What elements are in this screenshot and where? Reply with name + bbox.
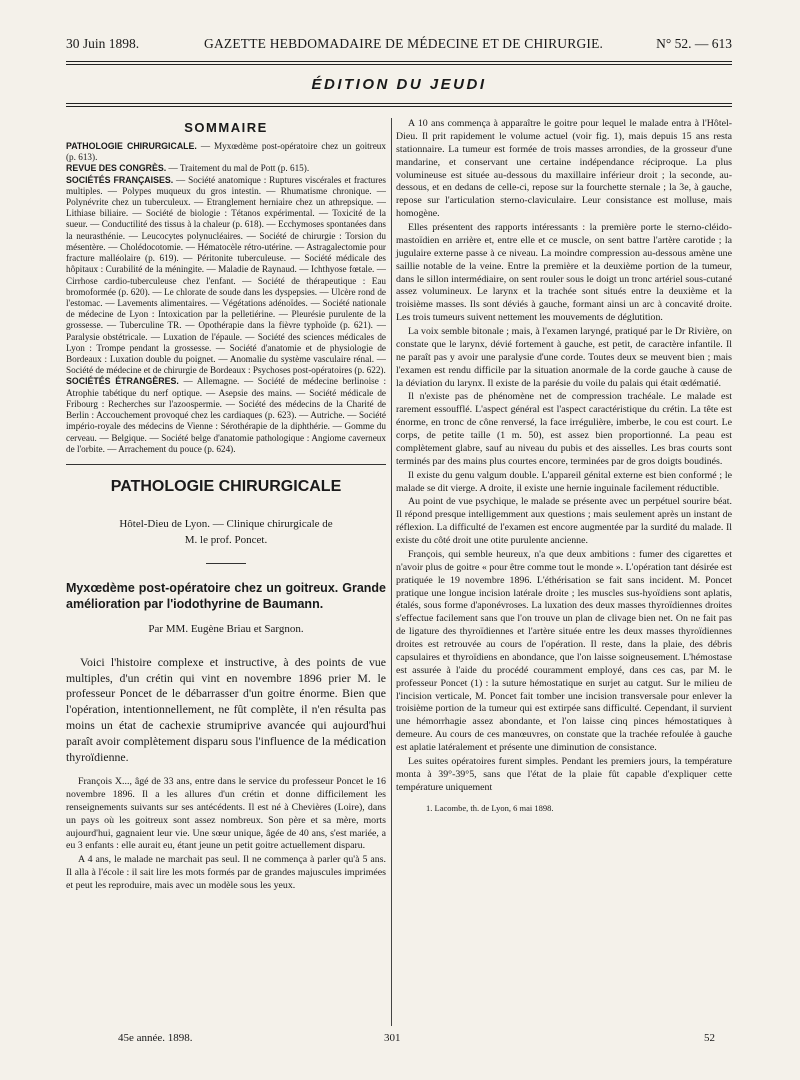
- sommaire-section-head: PATHOLOGIE CHIRURGICALE.: [66, 140, 197, 151]
- issue-page-number: N° 52. — 613: [656, 36, 732, 51]
- header-rule: [66, 61, 732, 62]
- page-header: [66, 36, 732, 56]
- article-intro: [66, 655, 386, 766]
- body-paragraph: Il n'existe pas de phénomène net de compression trachéale. Le malade est rarement essoufflé. L'aspect général est l'aspect caractéristique du crétin. La tête est énorme, en tronc de cône renversé, la face irrégulière, imberbe, le cou est court. Le corps, de petite taille (1 m. 50), est assez bien proportionné. La peau est complètement glabre, sauf au niveau du pubis et des aisselles. Les bras courts sont terminés par des mains plus courtes encore, terminées par de gros doigts boudinés.: [396, 391, 732, 467]
- body-paragraph: François X..., âgé de 33 ans, entre dans le service du professeur Poncet le 16 novembre 1896. Il a les allures d'un crétin et donne difficilement les renseignements suivants sur ses antécédents. Il est né à Chevières (Loire), dans un pays où les goitreux sont assez nombreux. Son père et sa mère, morts aujourd'hui, gagnaient leur vie. Une sœur unique, âgée de 40 ans, s'est mariée, a eu 3 enfants : elle aurait eu, étant jeune un petit goitre actuellement disparu.: [66, 776, 386, 852]
- body-paragraph: Elles présentent des rapports intéressants : la première porte le sterno-cléido-mastoïdien en arrière et, entre elle et ce muscle, on sent battre l'artère carotide ; la jugulaire externe passe à ce niveau. La moindre compression au-dessous amène une saillie notable de la veine. Entre la première et la deuxième portion de la tumeur, dans le sillon intermédiaire, on sent rouler sous le doigt un tronc artériel sous-cutané assez volumineux. Le larynx et la trachée sont situés entre la deuxième et la troisième masses. Ils sont déviés à gauche, formant ainsi un arc à concavité droite. Les trois tumeurs suivent nettement les mouvements de déglutition.: [396, 222, 732, 324]
- clinic-heading: [66, 516, 386, 549]
- footer-year: 45e année. 1898.: [118, 1032, 193, 1044]
- footer-number: 52: [704, 1032, 715, 1044]
- edition-title: ÉDITION DU JEUDI: [311, 76, 487, 93]
- edition-rule-double: [66, 106, 732, 107]
- clinic-professor: M. le prof. Poncet.: [184, 534, 268, 547]
- body-paragraph: La voix semble bitonale ; mais, à l'examen laryngé, pratiqué par le Dr Rivière, on constate que le larynx, dévié fortement à gauche, est petit, de caractère infantile. Il ne paraît pas y avoir une paralysie d'une corde. Toutes deux se meuvent bien ; mais l'examen est rendu difficile par la situation anormale de la corde gauche à cause de la déviation du larynx. Il existe de la parésie du voile du palais qui était œdématié.: [396, 326, 732, 389]
- article-title: Myxœdème post-opératoire chez un goitreux. Grande amélioration par l'iodothyrine de Baumann.: [66, 580, 386, 612]
- header-rule-double: [66, 64, 732, 65]
- sommaire-section-text: — Société anatomique : Ruptures viscérales et fractures multiples. — Polypes muqueux du gros intestin. — Rhumatisme chronique. — Polynévrite chez un tuberculeux. — Etranglement herniaire chez un athrepsique. — Lithiase biliaire. — Société de biologie : Tétanos expérimental. — Toxicité de la sueur. — Conductilité des tissus à la chaleur (p. 618). — Ecchymoses spontanées dans la neurasthénie. — Leucocytes polynucléaires. — Société de chirurgie : Torsion du mésentère. — Cholédocotomie. — Hématocèle rétro-utérine. — Astragalectomie pour fracture malléolaire (p. 619). — Péritonite tuberculeuse. — Société médicale des hôpitaux : Curabilité de la méningite. — Maladie de Raynaud. — Ichthyose fœtale. — Cirrhose cardio-tuberculeuse chez l'enfant. — Société de thérapeutique : Eau bromoformée (p. 620). — Le chlorate de soude dans les dyspepsies. — Ulcère rond de l'estomac. — Lavements alimentaires. — Végétations adénoïdes. — Société nationale de médecine de Lyon : Intoxication par la pelletiérine. — Pleurésie purulente de la grossesse. — Tuberculine TR. — Opothérapie dans la fièvre typhoïde (p. 621). — Paralysie obstétricale. — Luxation de l'épaule. — Société des sciences médicales de Lyon : Trompe pendant la grossesse. — Société d'anatomie et de physiologie de Bordeaux : Luxation double du poignet. — Anomalie du système vasculaire rénal. — Société de médecine et de chirurgie de Bordeaux : Psychoses post-opératoires (p. 622).: [66, 174, 386, 376]
- article-body-right: [396, 118, 732, 795]
- intro-paragraph: Voici l'histoire complexe et instructive, à des points de vue multiples, d'un crétin qui vint en novembre 1896 prier M. le professeur Poncet de le débarrasser d'un goitre énorme. Bien que l'opération, intentionnellement, ne fût complète, il n'en résulta pas moins un état de cachexie strumiprive avancée qui aujourd'hui paraît avoir complètement disparu sous l'influence de la médication thyroïdienne.: [66, 654, 386, 765]
- left-column: [66, 118, 386, 893]
- sommaire-title: SOMMAIRE: [184, 120, 268, 135]
- sommaire-section: [66, 175, 386, 377]
- body-paragraph: A 4 ans, le malade ne marchait pas seul. Il ne commença à parler qu'à 5 ans. Il alla à l'école : il sait lire les mots formés par de grandes majuscules imprimées et peut les reproduire, mais avec un modèle sous les yeux.: [66, 854, 386, 892]
- edition-rule: [66, 103, 732, 104]
- footer-page: 301: [384, 1032, 401, 1044]
- sommaire-section-text: — Myxœdème post-opératoire chez un goitreux (p. 613).: [66, 140, 386, 163]
- sommaire-section-head: SOCIÉTÉS FRANÇAISES.: [66, 174, 174, 185]
- sommaire-section: [66, 376, 386, 455]
- sommaire-section: [66, 141, 386, 163]
- short-divider: [206, 563, 246, 564]
- right-column: [396, 118, 732, 814]
- body-paragraph: A 10 ans commença à apparaître le goitre pour lequel le malade entra à l'Hôtel-Dieu. Il prit rapidement le volume actuel (voir fig. 1), mais depuis 15 ans resta stationnaire. La tumeur est formée de trois masses arrondies, de la grosseur d'une mandarine, et conservant une certaine indépendance réciproque. La plus volumineuse est située au-dessous du maxillaire inférieur droit ; la seconde, au-dessous, et en dedans de celle-ci, repose sur la fourchette sternale ; la 3e, à gauche, repose sur l'articulation sterno-claviculaire. Leur consistance est molluse, mais homogène.: [396, 118, 732, 220]
- sommaire-section: [66, 163, 386, 174]
- section-divider: [66, 464, 386, 465]
- sommaire-section-head: REVUE DES CONGRÈS.: [66, 163, 167, 174]
- body-paragraph: François, qui semble heureux, n'a que deux ambitions : fumer des cigarettes et n'avoir plus de goitre « pour être comme tout le monde ». L'opération tant désirée est pratiquée le 19 novembre 1896. L'éthérisation se fait sans incident. M. Poncet pratique une longue incision latérale droite ; les muscles sus-hyoïdiens sont aplatis, étalés, sous forme d'aponévroses. La luxation des deux masses thyroïdiennes droites s'effectue facilement sans que l'on trouve un plan de clivage bien net. On ne fait pas de ligature des thyroïdiennes et l'artère située entre les deux masses thyroïdiennes droites est retrouvée au cours de l'opération. Il reste, dans la plaie, des débris capsulaires et thyroïdiens en abondance, que l'on laisse soigneusement. L'hémostase est assurée à l'aide du procédé couramment employé, dans ces cas, par M. le professeur Poncet (1) : la suture hémostatique en surjet au catgut. Sur le milieu de l'incision verticale, M. Poncet fait tomber une incision transversale pour enlever la troisième portion de la tumeur qui est extirpée sans difficulté. Cependant, il survient une hémorrhagie assez abondante, et l'on laisse cinq pinces hémostatiques à demeure. Au cours de ces manœuvres, on constate que la trachée refoulée à gauche est aplatie latéralement et présente une diminution de consistance.: [396, 548, 732, 753]
- sommaire-section-text: — Allemagne. — Société de médecine berlinoise : Atrophie tabétique du nerf optique. — Asepsie des mains. — Société médicale de Fribourg : Recherches sur l'azoospermie. — Société des médecins de la Charité de Berlin : Accouchement provoqué chez les cardiaques (p. 623). — Autriche. — Société império-royale des médecins de Vienne : Sérothérapie de la diphthérie. — Gomme du cerveau. — Belgique. — Société belge d'anatomie pathologique : Angiome caverneux de l'orbite. — Arrachement du pouce (p. 624).: [66, 376, 387, 454]
- body-paragraph: Au point de vue psychique, le malade se présente avec un perpétuel sourire béat. Il répond presque intelligemment aux questions ; mais seulement après un instant de réflexion. La difficulté de l'examen est encore augmentée par la surdité du malade. Il existe du côté droit une otite purulente ancienne.: [396, 496, 732, 546]
- article-body-left: [66, 776, 386, 893]
- clinic-line: Hôtel-Dieu de Lyon. — Clinique chirurgicale de: [119, 517, 333, 530]
- section-title: PATHOLOGIE CHIRURGICALE: [110, 478, 342, 496]
- issue-date: 30 Juin 1898.: [66, 36, 140, 51]
- journal-title: GAZETTE HEBDOMADAIRE DE MÉDECINE ET DE CHIRURGIE.: [204, 36, 604, 51]
- sommaire-section-text: — Traitement du mal de Pott (p. 615).: [166, 163, 310, 174]
- body-paragraph: Les suites opératoires furent simples. Pendant les premiers jours, la température monta à 39°-39°5, sans que l'état de la plaie fût capable d'expliquer cette température uniquement: [396, 755, 732, 793]
- sommaire-list: [66, 141, 386, 455]
- article-authors: Par MM. Eugène Briau et Sargnon.: [148, 623, 304, 636]
- body-paragraph: Il existe du genu valgum double. L'appareil génital externe est bien conformé ; le malade se dit vierge. A droite, il existe une hernie inguinale facilement réductible.: [396, 469, 732, 494]
- sommaire-section-head: SOCIÉTÉS ÉTRANGÈRES.: [66, 376, 179, 387]
- footnote: 1. Lacombe, th. de Lyon, 6 mai 1898.: [426, 802, 554, 813]
- column-divider: [391, 118, 392, 1026]
